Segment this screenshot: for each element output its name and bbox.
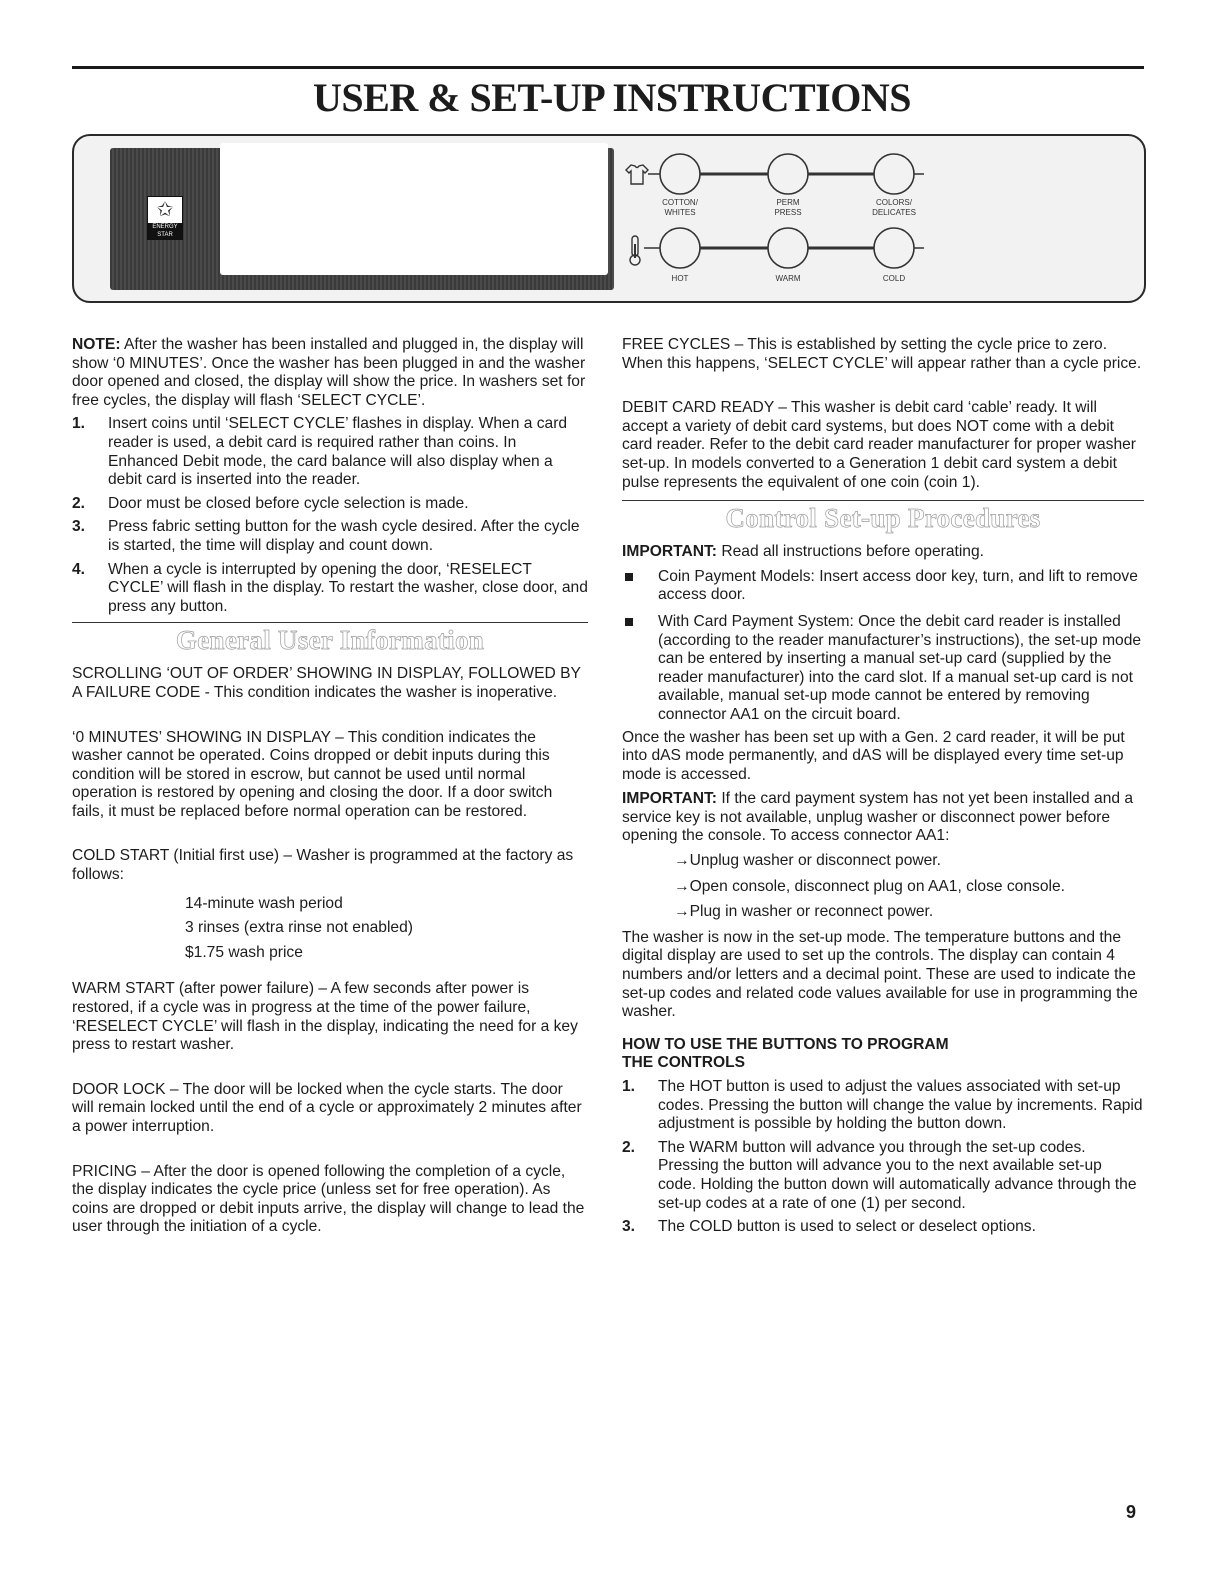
cotton-whites-label: COTTON/ WHITES <box>662 198 698 217</box>
control-setup-heading: Control Set-up Procedures <box>725 503 1041 534</box>
list-item <box>622 568 1144 605</box>
step-text: The HOT button is used to adjust the values associated with set-up codes. Pressing the button will change the value by increments. Rapid adjustment is possible by holding the button down. <box>658 1078 1143 1133</box>
note-label: NOTE: <box>72 336 121 353</box>
scrolling-paragraph: SCROLLING ‘OUT OF ORDER’ SHOWING IN DISPLAY, FOLLOWED BY A FAILURE CODE - This condition indicates the washer is inoperative. <box>72 665 581 701</box>
cold-button[interactable] <box>874 228 914 268</box>
note-paragraph <box>72 336 588 410</box>
cold-label: COLD <box>882 274 906 283</box>
panel-controls <box>614 136 1144 301</box>
thermometer-icon <box>630 236 640 265</box>
cycle-button-row <box>648 154 924 194</box>
important2-paragraph <box>622 790 1144 846</box>
step-number: 2. <box>72 494 86 512</box>
list-item <box>72 561 588 617</box>
step-number: 4. <box>72 560 86 578</box>
warm-button[interactable] <box>768 228 808 268</box>
step-text: The COLD button is used to select or deselect options. <box>658 1218 1036 1236</box>
list-item <box>72 518 588 555</box>
list-item: 14-minute wash period <box>185 894 343 912</box>
step-number: 3. <box>622 1218 636 1236</box>
general-user-info-heading: General User Information <box>175 625 485 656</box>
cold-start-defaults <box>72 895 588 963</box>
page-number: 9 <box>1126 1502 1137 1522</box>
bullet-square-icon <box>625 618 633 626</box>
temp-button-row <box>644 228 924 268</box>
note-text: After the washer has been installed and plugged in, the display will show ‘0 MINUTES’. Once the washer has been plugged in and the washer door opened and closed, the display will show the price. In washers set for free cycles, the display will flash ‘SELECT CYCLE’. <box>72 336 586 409</box>
list-item <box>622 1218 1144 1237</box>
list-item <box>622 1078 1144 1134</box>
list-item: →Plug in washer or reconnect power. <box>674 903 934 921</box>
step-text: The WARM button will advance you through the set-up codes. Pressing the button will advance you to the next available set-up code. Holding the button down will automatically advance through the set-up codes at a rate of one (1) per second. <box>658 1138 1137 1212</box>
bullet-text: Coin Payment Models: Insert access door key, turn, and lift to remove access door. <box>658 567 1138 604</box>
page-title: USER & SET-UP INSTRUCTIONS <box>313 75 911 120</box>
step-text: Door must be closed before cycle selection is made. <box>108 494 469 512</box>
control-panel-illustration <box>72 134 1146 303</box>
energy-star-icon: ✩ <box>156 199 174 221</box>
step-text: Press fabric setting button for the wash cycle desired. After the cycle is started, the time will display and count down. <box>108 518 580 554</box>
step-number: 3. <box>72 518 86 536</box>
list-item <box>622 613 1144 725</box>
colors-delicates-label: COLORS/ DELICATES <box>872 198 916 217</box>
colors-delicates-button[interactable] <box>874 154 914 194</box>
bullet-text: With Card Payment System: Once the debit card reader is installed (according to the reader manufacturer’s instructions), the set-up mode can be entered by inserting a manual set-up card (supplied by the reader manufacturer) into the card slot. If a manual set-up card is not available, manual set-up mode cannot be entered by removing connector AA1 on the circuit board. <box>658 612 1142 723</box>
important2-text: If the card payment system has not yet been installed and a service key is not available, unplug washer or disconnect power before opening the console. To access connector AA1: <box>622 790 1134 845</box>
howto-heading-line1: HOW TO USE THE BUTTONS TO PROGRAM <box>622 1035 949 1053</box>
gen2-paragraph: Once the washer has been set up with a Gen. 2 card reader, it will be put into dAS mode permanently, and dAS will be displayed every time set-up mode is accessed. <box>622 728 1125 783</box>
free-cycles-paragraph: FREE CYCLES – This is established by setting the cycle price to zero. When this happens, ‘SELECT CYCLE’ will appear rather than a cycle price. <box>622 336 1142 372</box>
energy-star-logo <box>147 196 183 240</box>
step-number: 1. <box>622 1078 636 1095</box>
important2-label: IMPORTANT: <box>622 790 717 808</box>
list-item: →Open console, disconnect plug on AA1, close console. <box>674 877 1065 895</box>
howto-heading-line2: THE CONTROLS <box>622 1054 746 1072</box>
list-item: 3 rinses (extra rinse not enabled) <box>185 919 413 937</box>
list-item <box>622 1139 1144 1213</box>
list-item <box>72 415 588 489</box>
zero-minutes-paragraph: ‘0 MINUTES’ SHOWING IN DISPLAY – This condition indicates the washer cannot be operated. Coins dropped or debit inputs during this condition will be stored in escrow, but cannot be used until normal operation is restored by opening and closing the door. If a door switch fails, it must be replaced before normal operation can be restored. <box>72 728 553 820</box>
perm-press-button[interactable] <box>768 154 808 194</box>
pricing-paragraph: PRICING – After the door is opened following the completion of a cycle, the display indicates the cycle price (unless set for free operation). As coins are dropped or debit inputs arrive, the display will change to lead the user through the initiation of a cycle. <box>72 1162 585 1236</box>
door-lock-paragraph: DOOR LOCK – The door will be locked when the cycle starts. The door will remain locked until the end of a cycle or approximately 2 minutes after a power interruption. <box>72 1080 582 1135</box>
left-column <box>72 336 588 1237</box>
cold-start-paragraph: COLD START (Initial first use) – Washer is programmed at the factory as follows: <box>72 847 574 884</box>
cotton-whites-button[interactable] <box>660 154 700 194</box>
aa1-steps <box>622 852 1144 922</box>
step-text: Insert coins until ‘SELECT CYCLE’ flashes in display. When a card reader is used, a debit card is required rather than coins. In Enhanced Debit mode, the card balance will also display when a debit card is inserted into the reader. <box>108 415 568 489</box>
shirt-icon <box>626 165 648 184</box>
important-text: Read all instructions before operating. <box>717 543 984 561</box>
debit-card-paragraph: DEBIT CARD READY – This washer is debit card ‘cable’ ready. It will accept a variety of debit card systems, but does NOT come with a debit card reader. Refer to the debit card reader manufacturer for proper washer set-up. In models converted to a Generation 1 debit card system a debit pulse represents the equivalent of one coin (coin 1). <box>622 399 1136 491</box>
right-column <box>622 336 1144 1242</box>
list-item <box>72 495 588 514</box>
step-number: 1. <box>72 415 86 433</box>
user-steps-list <box>72 415 588 616</box>
energy-star-text: ENERGY STAR <box>148 223 182 239</box>
display-window <box>220 143 608 275</box>
list-item: →Unplug washer or disconnect power. <box>674 852 941 870</box>
perm-press-label: PERM PRESS <box>774 198 802 217</box>
bullet-square-icon <box>625 573 633 581</box>
important-paragraph <box>622 543 1144 562</box>
warm-start-paragraph: WARM START (after power failure) – A few seconds after power is restored, if a cycle was in progress at the time of the power failure, ‘RESELECT CYCLE’ will flash in the display, indicating the need for a key press to restart washer. <box>72 980 578 1054</box>
payment-bullets <box>622 568 1144 725</box>
howto-heading <box>622 1036 1144 1073</box>
hot-label: HOT <box>671 274 689 283</box>
step-number: 2. <box>622 1138 636 1156</box>
warm-label: WARM <box>775 274 801 283</box>
important-label: IMPORTANT: <box>622 543 717 561</box>
howto-steps-list <box>622 1078 1144 1237</box>
step-text: When a cycle is interrupted by opening the door, ‘RESELECT CYCLE’ will flash in the display. To restart the washer, close door, and press any button. <box>108 560 588 615</box>
top-rule <box>72 66 1144 69</box>
list-item: $1.75 wash price <box>185 943 303 961</box>
hot-button[interactable] <box>660 228 700 268</box>
setup-mode-paragraph: The washer is now in the set-up mode. The temperature buttons and the digital display are used to set up the controls. The display can contain 4 numbers and/or letters and a decimal point. These are used to indicate the set-up codes and related code values available for use in programming the washer. <box>622 928 1138 1021</box>
